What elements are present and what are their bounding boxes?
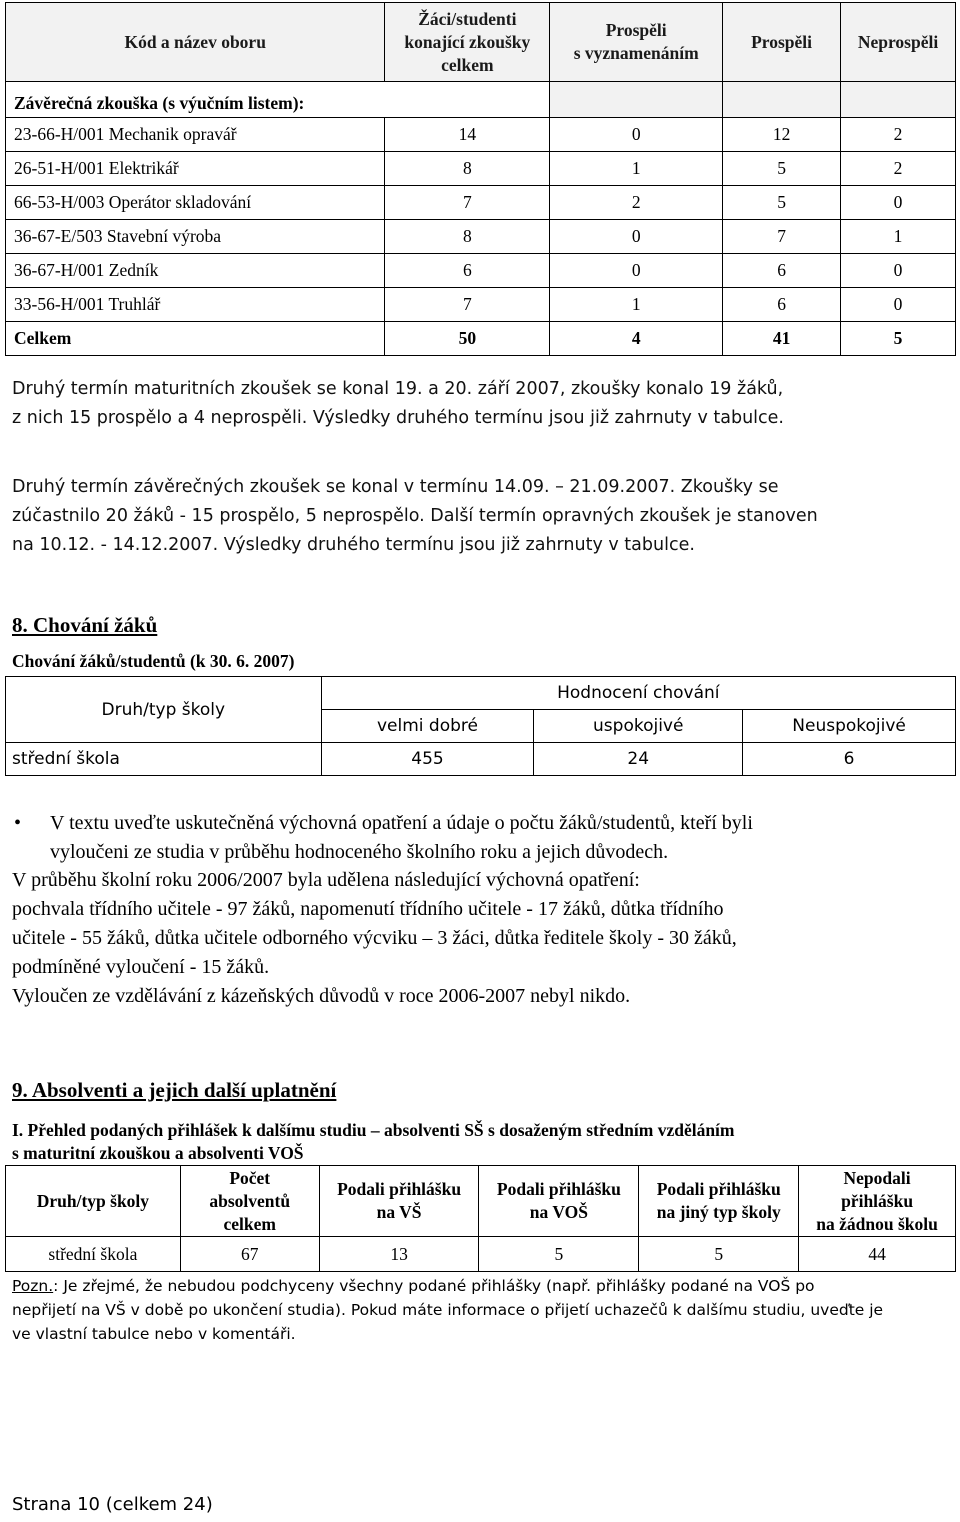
text-line: : Je zřejmé, že nebudou podchyceny všechny podané přihlášky (např. přihlášky podané na VOŠ po (53, 1277, 815, 1295)
col-header-applied-vos (479, 1166, 639, 1237)
header-line: na VOŠ (529, 1202, 588, 1222)
total-row (6, 322, 956, 356)
cell-honors: 0 (550, 220, 723, 254)
cell-total: 6 (385, 254, 550, 288)
cell-total: 8 (385, 220, 550, 254)
table-row (6, 152, 956, 186)
text-line: zúčastnilo 20 žáků - 15 prospělo, 5 neprospělo. Další termín opravných zkoušek je stanoven (12, 506, 818, 526)
note-label: Pozn. (12, 1277, 54, 1295)
text-line: nepřijetí na VŠ v době po ukončení studia). Pokud máte informace o přijetí uchazečů k dalšímu studiu, uveďte je (12, 1301, 884, 1319)
text-line: Vyloučen ze vzdělávání z kázeňských důvodů v roce 2006-2007 nebyl nikdo. (12, 985, 631, 1007)
header-line: na žádnou školu (816, 1213, 938, 1234)
cell-applied-vos: 5 (479, 1237, 639, 1272)
cell-field: 36-67-E/503 Stavební výroba (6, 220, 385, 254)
cell-passed: 7 (723, 220, 841, 254)
header-line: Nepodali (843, 1167, 911, 1188)
header-line: Podali přihlášku (337, 1179, 462, 1199)
col-header-unsatisfactory: Neuspokojivé (743, 710, 956, 743)
header-line: Podali přihlášku (656, 1179, 781, 1199)
empty-cell (723, 82, 841, 118)
cell-field: 26-51-H/001 Elektrikář (6, 152, 385, 186)
col-header-rating-group: Hodnocení chování (321, 677, 955, 710)
header-line: Druh/typ školy (36, 1190, 150, 1211)
cell-field: 66-53-H/003 Operátor skladování (6, 186, 385, 220)
header-line: celkem (223, 1213, 276, 1234)
col-header-school-type (6, 1166, 181, 1237)
header-line: Prospěli (605, 20, 667, 40)
cell-not-applied: 44 (799, 1237, 956, 1272)
cell-total: 50 (385, 322, 550, 356)
cell-failed: 1 (841, 220, 956, 254)
table-row (6, 186, 956, 220)
cell-honors: 0 (550, 254, 723, 288)
table-row (6, 288, 956, 322)
col-header-satisfactory: uspokojivé (534, 710, 743, 743)
note-paragraph (12, 1274, 949, 1346)
bullet-icon: • (14, 812, 22, 834)
cell-total-label: Celkem (6, 322, 385, 356)
exam-results-table (5, 2, 956, 356)
col-header-school-type: Druh/typ školy (6, 677, 322, 743)
cell-satisfactory: 24 (534, 743, 743, 776)
page-footer: Strana 10 (celkem 24) (12, 1494, 213, 1515)
text-line: pochvala třídního učitele - 97 žáků, napomenutí třídního učitele - 17 žáků, důtka třídního (12, 898, 724, 920)
header-line: Počet (229, 1167, 271, 1188)
cell-failed: 0 (841, 186, 956, 220)
cell-applied-other: 5 (639, 1237, 799, 1272)
cell-school-type: střední škola (6, 743, 322, 776)
cell-honors: 4 (550, 322, 723, 356)
text-line: V textu uveďte uskutečněná výchovná opatření a údaje o počtu žáků/studentů, kteří byli (50, 812, 753, 834)
table-row (6, 1237, 956, 1272)
text-line: ve vlastní tabulce nebo v komentáři. (12, 1325, 296, 1343)
text-line: Druhý termín závěrečných zkoušek se konal v termínu 14.09. – 21.09.2007. Zkoušky se (12, 477, 779, 497)
subheading-line: s maturitní zkouškou a absolventi VOŠ (12, 1143, 304, 1163)
cell-total: 7 (385, 186, 550, 220)
header-line: konající zkoušky (404, 31, 531, 52)
cell-passed: 6 (723, 288, 841, 322)
col-header-very-good: velmi dobré (321, 710, 534, 743)
col-header-passed: Prospěli (723, 3, 841, 82)
subheading-part: I. Přehled podaných přihlášek k dalšímu studiu (12, 1120, 367, 1140)
col-header-failed: Neprospěli (841, 3, 956, 82)
header-line: na VŠ (376, 1202, 422, 1222)
col-header-not-applied (799, 1166, 956, 1237)
section-9-heading: 9. Absolventi a jejich další uplatnění (12, 1078, 337, 1102)
subheading-dash: – (366, 1120, 384, 1140)
cell-total: 7 (385, 288, 550, 322)
cell-field: 33-56-H/001 Truhlář (6, 288, 385, 322)
cell-honors: 0 (550, 118, 723, 152)
cell-field: 36-67-H/001 Zedník (6, 254, 385, 288)
cell-failed: 2 (841, 152, 956, 186)
cell-failed: 0 (841, 288, 956, 322)
cell-field: 23-66-H/001 Mechanik opravář (6, 118, 385, 152)
cell-very-good: 455 (321, 743, 534, 776)
text-line: učitele - 55 žáků, důtka učitele odborného výcviku – 3 žáci, důtka ředitele školy - 30 žáků, (12, 927, 737, 949)
disciplinary-measures-text (12, 866, 949, 1011)
header-line: s vyznamenáním (573, 43, 699, 63)
col-header-total-students (385, 3, 550, 82)
table-row (6, 743, 956, 776)
text-line: V průběhu školní roku 2006/2007 byla udělena následující výchovná opatření: (12, 869, 640, 891)
header-line: celkem (441, 54, 494, 75)
col-header-applied-vs (319, 1166, 479, 1237)
cell-honors: 2 (550, 186, 723, 220)
empty-cell (841, 82, 956, 118)
text-line: vyloučeni ze studia v průběhu hodnoceného školního roku a jejich důvodech. (50, 841, 669, 863)
applications-subheading (12, 1119, 735, 1165)
maturita-retake-paragraph (12, 375, 952, 433)
cell-passed: 6 (723, 254, 841, 288)
table-row (6, 254, 956, 288)
header-line: Žáci/studenti (418, 8, 517, 29)
cell-passed: 5 (723, 152, 841, 186)
cell-total: 14 (385, 118, 550, 152)
cell-applied-vs: 13 (319, 1237, 479, 1272)
header-line: absolventů (209, 1190, 291, 1211)
cell-failed: 2 (841, 118, 956, 152)
graduates-applications-table (5, 1165, 956, 1272)
col-header-honors (550, 3, 723, 82)
col-header-applied-other (639, 1166, 799, 1237)
cell-failed: 5 (841, 322, 956, 356)
text-line: podmíněné vyloučení - 15 žáků. (12, 956, 270, 978)
text-line: Druhý termín maturitních zkoušek se konal 19. a 20. září 2007, zkoušky konalo 19 žáků, (12, 379, 784, 399)
col-header-graduates-total (180, 1166, 319, 1237)
section-label: Závěrečná zkouška (s výučním listem): (6, 82, 550, 118)
cell-passed: 5 (723, 186, 841, 220)
cell-unsatisfactory: 6 (743, 743, 956, 776)
cell-passed: 41 (723, 322, 841, 356)
subheading-part: absolventi SŠ s dosaženým středním vzděláním (383, 1120, 735, 1140)
section-8-heading: 8. Chování žáků (12, 613, 158, 637)
behavior-subheading: Chování žáků/studentů (k 30. 6. 2007) (12, 651, 295, 671)
header-line: na jiný typ školy (656, 1202, 781, 1222)
cell-graduates-total: 67 (180, 1237, 319, 1272)
empty-cell (550, 82, 723, 118)
cell-total: 8 (385, 152, 550, 186)
cell-school-type: střední škola (6, 1237, 181, 1272)
table-row (6, 220, 956, 254)
cell-honors: 1 (550, 152, 723, 186)
cell-failed: 0 (841, 254, 956, 288)
header-line: přihlášku (841, 1190, 914, 1211)
table-row (6, 118, 956, 152)
text-line: z nich 15 prospělo a 4 neprospěli. Výsledky druhého termínu jsou již zahrnuty v tabulce. (12, 408, 784, 428)
cell-passed: 12 (723, 118, 841, 152)
behavior-table (5, 676, 956, 776)
bullet-item (12, 809, 952, 867)
final-exam-retake-paragraph (12, 473, 948, 560)
text-line: na 10.12. - 14.12.2007. Výsledky druhého termínu jsou již zahrnuty v tabulce. (12, 535, 695, 555)
col-header-field: Kód a název oboru (6, 3, 385, 82)
header-line: Podali přihlášku (496, 1179, 621, 1199)
cell-honors: 1 (550, 288, 723, 322)
